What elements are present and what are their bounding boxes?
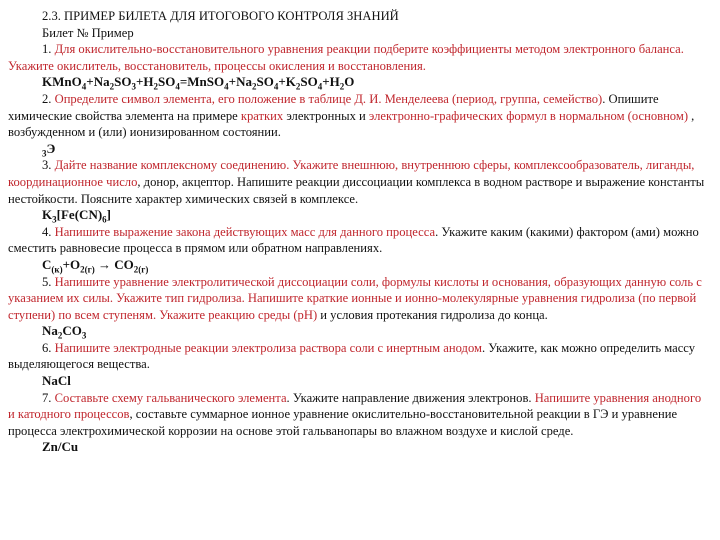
question-3-task: Дайте название комплексному соединению. Укажите внешнюю, внутреннюю сферы, комплексообразователь, лиганды, координационное число — [8, 158, 695, 189]
question-6-number: 6. — [42, 340, 55, 355]
question-7-number: 7. — [42, 390, 55, 405]
ticket-title: Билет № Пример — [42, 25, 134, 40]
question-3 — [8, 157, 710, 207]
section-header: 2.3. ПРИМЕР БИЛЕТА ДЛЯ ИТОГОВОГО КОНТРОЛЯ ЗНАНИЙ — [42, 9, 399, 23]
question-1-formula-text: $KMnO_4+Na_2SO_3+H_2SO_4=MnSO_4+Na_2SO_4+K_2SO_4+H_2O$ — [42, 74, 355, 92]
question-4-number: 4. — [42, 224, 55, 239]
question-2 — [8, 91, 710, 141]
question-7-task-a: Составьте схему гальванического элемента — [54, 390, 287, 405]
question-1-formula — [8, 74, 710, 91]
question-4-formula-text: $C_{(к)}+O_{2(г)} \to CO_{2(г)}$ — [42, 256, 149, 275]
question-1 — [8, 41, 710, 74]
question-2-text-b: электронных и — [283, 108, 369, 123]
question-5-number: 5. — [42, 274, 55, 289]
question-2-task-c: электронно-графических формул в нормальном (основном) — [368, 108, 689, 123]
question-3-number: 3. — [42, 158, 55, 173]
question-5 — [8, 274, 710, 324]
question-7-text-a: . Укажите направление движения электронов. — [286, 390, 535, 405]
question-4-formula — [8, 257, 710, 274]
question-6-task: Напишите электродные реакции электролиза раствора соли с инертным анодом — [54, 340, 482, 355]
question-5-formula — [8, 323, 710, 340]
question-5-task: Напишите уравнение электролитической диссоциации соли, формулы кислоты и основания, образующих данную соль с указанием их силы. Укажите тип гидролиза. Напишите краткие ионные и ионно-молекулярные уравнения гидролиза (по первой ступени) по всем ступеням. Укажите реакцию среды (pH) — [8, 274, 702, 322]
question-5-text: и условия протекания гидролиза до конца. — [317, 307, 548, 322]
question-6 — [8, 340, 710, 373]
question-2-text-c: , возбужденном и (или) ионизированном состоянии. — [8, 108, 695, 140]
question-3-text: , донор, акцептор. Напишите реакции диссоциации комплекса в водном растворе и выражение константы нестойкости. Поясните характер химических связей в комплексе. — [8, 174, 705, 206]
question-7-task-b: Напишите уравнения анодного и катодного процессов — [8, 390, 702, 422]
question-5-formula-text: $Na_2CO_3$ — [42, 323, 87, 341]
question-6-formula-text: NaCl — [42, 373, 71, 389]
question-2-task-b: кратких — [240, 108, 284, 123]
question-2-symbol — [8, 141, 710, 158]
question-7-formula-text: Zn/Cu — [42, 439, 79, 455]
question-3-formula — [8, 207, 710, 224]
question-3-formula-text: $K_3[Fe(CN)_6]$ — [42, 207, 112, 225]
question-4-task: Напишите выражение закона действующих масс для данного процесса — [54, 224, 436, 239]
question-4-text: . Укажите каким (какими) фактором (ами) можно сместить равновесие процесса в прямом или обратном направлениях. — [8, 224, 699, 256]
question-4 — [8, 224, 710, 257]
question-2-symbol-text: $_3$Э — [42, 140, 56, 159]
question-6-formula — [8, 373, 710, 390]
question-6-text: . Укажите, как можно определить массу выделяющегося вещества. — [8, 340, 696, 372]
question-7-formula — [8, 439, 710, 456]
question-7 — [8, 390, 710, 440]
question-2-text-a: . Опишите химические свойства элемента на примере — [8, 91, 659, 123]
question-1-task: Для окислительно-восстановительного уравнения реакции подберите коэффициенты методом электронного баланса. Укажите окислитель, восстановитель, процессы окисления и восстановления. — [8, 42, 684, 73]
question-2-number: 2. — [42, 91, 55, 106]
question-1-number: 1. — [42, 42, 55, 57]
question-7-text-b: , составьте суммарное ионное уравнение окислительно-восстановительной реакции в ГЭ и уравнение процесса электрохимической коррозии на основе этой гальванопары во влажном воздухе и кислой среде. — [8, 407, 678, 438]
question-2-task-a: Определите символ элемента, его положение в таблице Д. И. Менделеева (период, группа, семейство) — [54, 91, 603, 106]
